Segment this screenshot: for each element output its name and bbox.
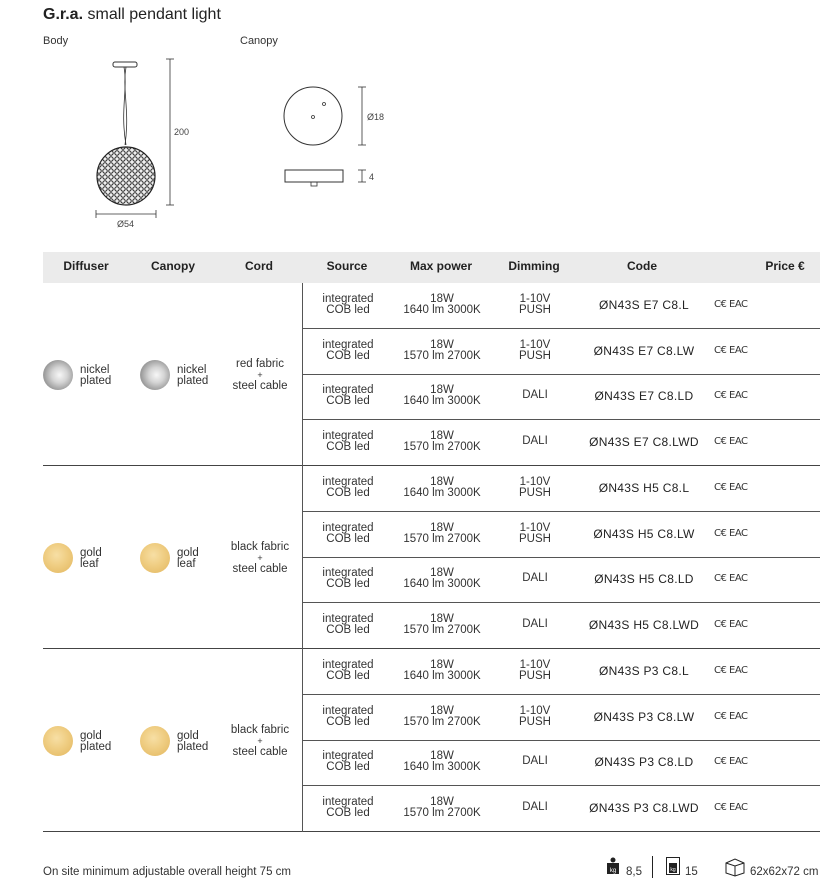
canopy-top-shape	[284, 87, 342, 145]
canopy-finish-line2: plated	[177, 740, 209, 753]
canopy-swatch	[140, 726, 170, 756]
source-line1: integrated	[322, 704, 374, 717]
canopy-finish-line2: plated	[177, 374, 209, 387]
product-code: ØN43S P3 C8.L	[599, 663, 689, 678]
ce-mark-icon: C€ EAC	[714, 481, 748, 493]
body-label: Body	[43, 35, 69, 47]
product-code: ØN43S E7 C8.LWD	[589, 435, 699, 450]
source-line2: COB led	[326, 486, 370, 499]
dimming-line2: PUSH	[519, 303, 551, 316]
footer-note: On site minimum adjustable overall height 75 cm	[43, 866, 292, 878]
diffuser-finish-line2: leaf	[80, 557, 99, 570]
dimming-line1: DALI	[522, 435, 548, 448]
row-divider	[302, 328, 820, 329]
power-watts: 18W	[430, 567, 454, 580]
row-divider	[302, 602, 820, 603]
cord-line3: steel cable	[232, 562, 288, 575]
product-code: ØN43S H5 C8.LW	[593, 526, 695, 541]
ce-mark-icon: C€ EAC	[714, 527, 748, 539]
ce-mark-icon: C€ EAC	[714, 344, 748, 356]
ce-mark-icon: C€ EAC	[714, 573, 748, 585]
row-divider	[302, 511, 820, 512]
group-divider	[43, 648, 820, 649]
technical-drawing	[0, 0, 832, 250]
dimming-line1: 1-10V	[519, 338, 551, 351]
product-code: ØN43S H5 C8.LD	[594, 572, 694, 587]
source-line2: COB led	[326, 669, 370, 682]
cord-plus: +	[257, 369, 263, 380]
header-price: Price €	[765, 259, 805, 273]
ce-mark-icon: C€ EAC	[714, 298, 748, 310]
dimming-line2: PUSH	[519, 715, 551, 728]
body-canopy-shape	[113, 62, 137, 67]
power-watts: 18W	[430, 521, 454, 534]
ce-mark-icon: C€ EAC	[714, 390, 748, 402]
dimming-line1: 1-10V	[519, 292, 551, 305]
canopy-diameter-dimension: Ø18	[367, 112, 385, 122]
height-dimension: 200	[174, 127, 190, 137]
source-line1: integrated	[322, 567, 374, 580]
power-lumens: 1640 lm 3000K	[403, 303, 481, 316]
power-watts: 18W	[430, 796, 454, 809]
dimming-line1: 1-10V	[519, 658, 551, 671]
row-divider	[302, 740, 820, 741]
source-line1: integrated	[322, 384, 374, 397]
diffuser-swatch	[43, 543, 73, 573]
header-max-power: Max power	[409, 259, 472, 273]
dimming-line1: DALI	[522, 389, 548, 402]
power-watts: 18W	[430, 292, 454, 305]
canopy-finish-line2: leaf	[177, 557, 196, 570]
group-divider	[43, 465, 820, 466]
power-lumens: 1570 lm 2700K	[403, 532, 481, 545]
source-line1: integrated	[322, 475, 374, 488]
dimming-line1: DALI	[522, 572, 548, 585]
source-line1: integrated	[322, 613, 374, 626]
column-divider	[302, 466, 303, 649]
power-lumens: 1570 lm 2700K	[403, 349, 481, 362]
column-divider	[302, 649, 303, 832]
page-title: G.r.a. small pendant light	[43, 6, 221, 23]
power-lumens: 1570 lm 2700K	[403, 715, 481, 728]
cord-line1: red fabric	[236, 357, 284, 370]
power-lumens: 1570 lm 2700K	[403, 441, 481, 454]
dimming-line2: PUSH	[519, 669, 551, 682]
source-line2: COB led	[326, 578, 370, 591]
source-line2: COB led	[326, 349, 370, 362]
cord-plus: +	[257, 735, 263, 746]
source-line1: integrated	[322, 292, 374, 305]
power-watts: 18W	[430, 613, 454, 626]
gross-weight: 15	[685, 866, 698, 878]
diffuser-swatch	[43, 726, 73, 756]
ce-mark-icon: C€ EAC	[714, 664, 748, 676]
row-divider	[302, 557, 820, 558]
source-line1: integrated	[322, 796, 374, 809]
ce-mark-icon: C€ EAC	[714, 710, 748, 722]
source-line2: COB led	[326, 715, 370, 728]
power-watts: 18W	[430, 475, 454, 488]
group-divider	[43, 831, 820, 832]
box-size: 62x62x72 cm	[750, 866, 819, 878]
dimming-line1: 1-10V	[519, 475, 551, 488]
power-lumens: 1640 lm 3000K	[403, 486, 481, 499]
power-watts: 18W	[430, 430, 454, 443]
row-divider	[302, 374, 820, 375]
power-lumens: 1640 lm 3000K	[403, 761, 481, 774]
diameter-dimension: Ø54	[117, 219, 135, 229]
power-watts: 18W	[430, 658, 454, 671]
svg-text:kg: kg	[609, 868, 617, 874]
source-line2: COB led	[326, 532, 370, 545]
canopy-label: Canopy	[240, 35, 278, 47]
power-watts: 18W	[430, 338, 454, 351]
power-lumens: 1570 lm 2700K	[403, 807, 481, 820]
cord-line3: steel cable	[232, 379, 288, 392]
footer-divider	[652, 856, 653, 878]
sphere-shape	[97, 147, 155, 205]
power-lumens: 1640 lm 3000K	[403, 395, 481, 408]
source-line1: integrated	[322, 750, 374, 763]
power-lumens: 1640 lm 3000K	[403, 578, 481, 591]
source-line1: integrated	[322, 658, 374, 671]
weight-gross-icon	[666, 857, 680, 875]
net-weight: 8,5	[626, 866, 642, 878]
row-divider	[302, 785, 820, 786]
power-watts: 18W	[430, 750, 454, 763]
weight-net-icon	[606, 857, 620, 875]
dimming-line1: DALI	[522, 801, 548, 814]
ce-mark-icon: C€ EAC	[714, 756, 748, 768]
cord-line1: black fabric	[230, 540, 290, 553]
diffuser-finish-line1: gold	[80, 546, 102, 559]
ce-mark-icon: C€ EAC	[714, 619, 748, 631]
product-code: ØN43S P3 C8.LD	[594, 755, 694, 770]
power-watts: 18W	[430, 704, 454, 717]
power-lumens: 1640 lm 3000K	[403, 669, 481, 682]
header-dimming: Dimming	[508, 259, 560, 273]
table-header	[43, 252, 820, 283]
source-line2: COB led	[326, 807, 370, 820]
product-code: ØN43S H5 C8.LWD	[588, 618, 700, 633]
cord-line3: steel cable	[232, 745, 288, 758]
product-code: ØN43S P3 C8.LW	[593, 709, 695, 724]
product-code: ØN43S H5 C8.L	[598, 480, 690, 495]
canopy-side-shape	[285, 170, 343, 182]
svg-text:kg: kg	[670, 867, 676, 873]
row-divider	[302, 419, 820, 420]
power-watts: 18W	[430, 384, 454, 397]
product-code: ØN43S E7 C8.L	[599, 297, 689, 312]
dimming-line1: DALI	[522, 755, 548, 768]
source-line2: COB led	[326, 303, 370, 316]
header-cord: Cord	[245, 259, 273, 273]
product-code: ØN43S E7 C8.LW	[593, 343, 695, 358]
canopy-finish-line1: gold	[177, 729, 199, 742]
source-line1: integrated	[322, 430, 374, 443]
dimming-line1: 1-10V	[519, 704, 551, 717]
canopy-swatch	[140, 360, 170, 390]
cord-plus: +	[257, 552, 263, 563]
source-line1: integrated	[322, 338, 374, 351]
row-divider	[302, 694, 820, 695]
header-source: Source	[326, 259, 368, 273]
source-line2: COB led	[326, 441, 370, 454]
canopy-finish-line1: gold	[177, 546, 199, 559]
ce-mark-icon: C€ EAC	[714, 802, 748, 814]
header-code: Code	[627, 259, 657, 273]
diffuser-finish-line1: gold	[80, 729, 102, 742]
source-line2: COB led	[326, 761, 370, 774]
power-lumens: 1570 lm 2700K	[403, 624, 481, 637]
dimming-line2: PUSH	[519, 349, 551, 362]
header-diffuser: Diffuser	[63, 259, 109, 273]
product-code: ØN43S E7 C8.LD	[594, 389, 694, 404]
product-code: ØN43S P3 C8.LWD	[589, 801, 699, 816]
canopy-height-dimension: 4	[369, 172, 375, 182]
source-line2: COB led	[326, 624, 370, 637]
header-canopy: Canopy	[150, 259, 195, 273]
source-line2: COB led	[326, 395, 370, 408]
column-divider	[302, 283, 303, 466]
diffuser-finish-line2: plated	[80, 740, 112, 753]
dimming-line2: PUSH	[519, 532, 551, 545]
dimming-line2: PUSH	[519, 486, 551, 499]
diffuser-swatch	[43, 360, 73, 390]
ce-mark-icon: C€ EAC	[714, 436, 748, 448]
source-line1: integrated	[322, 521, 374, 534]
canopy-swatch	[140, 543, 170, 573]
cord-line1: black fabric	[230, 723, 290, 736]
dimming-line1: DALI	[522, 618, 548, 631]
dimming-line1: 1-10V	[519, 521, 551, 534]
diffuser-finish-line1: nickel	[80, 363, 110, 376]
canopy-finish-line1: nickel	[177, 363, 207, 376]
box-icon	[724, 857, 746, 877]
diffuser-finish-line2: plated	[80, 374, 112, 387]
